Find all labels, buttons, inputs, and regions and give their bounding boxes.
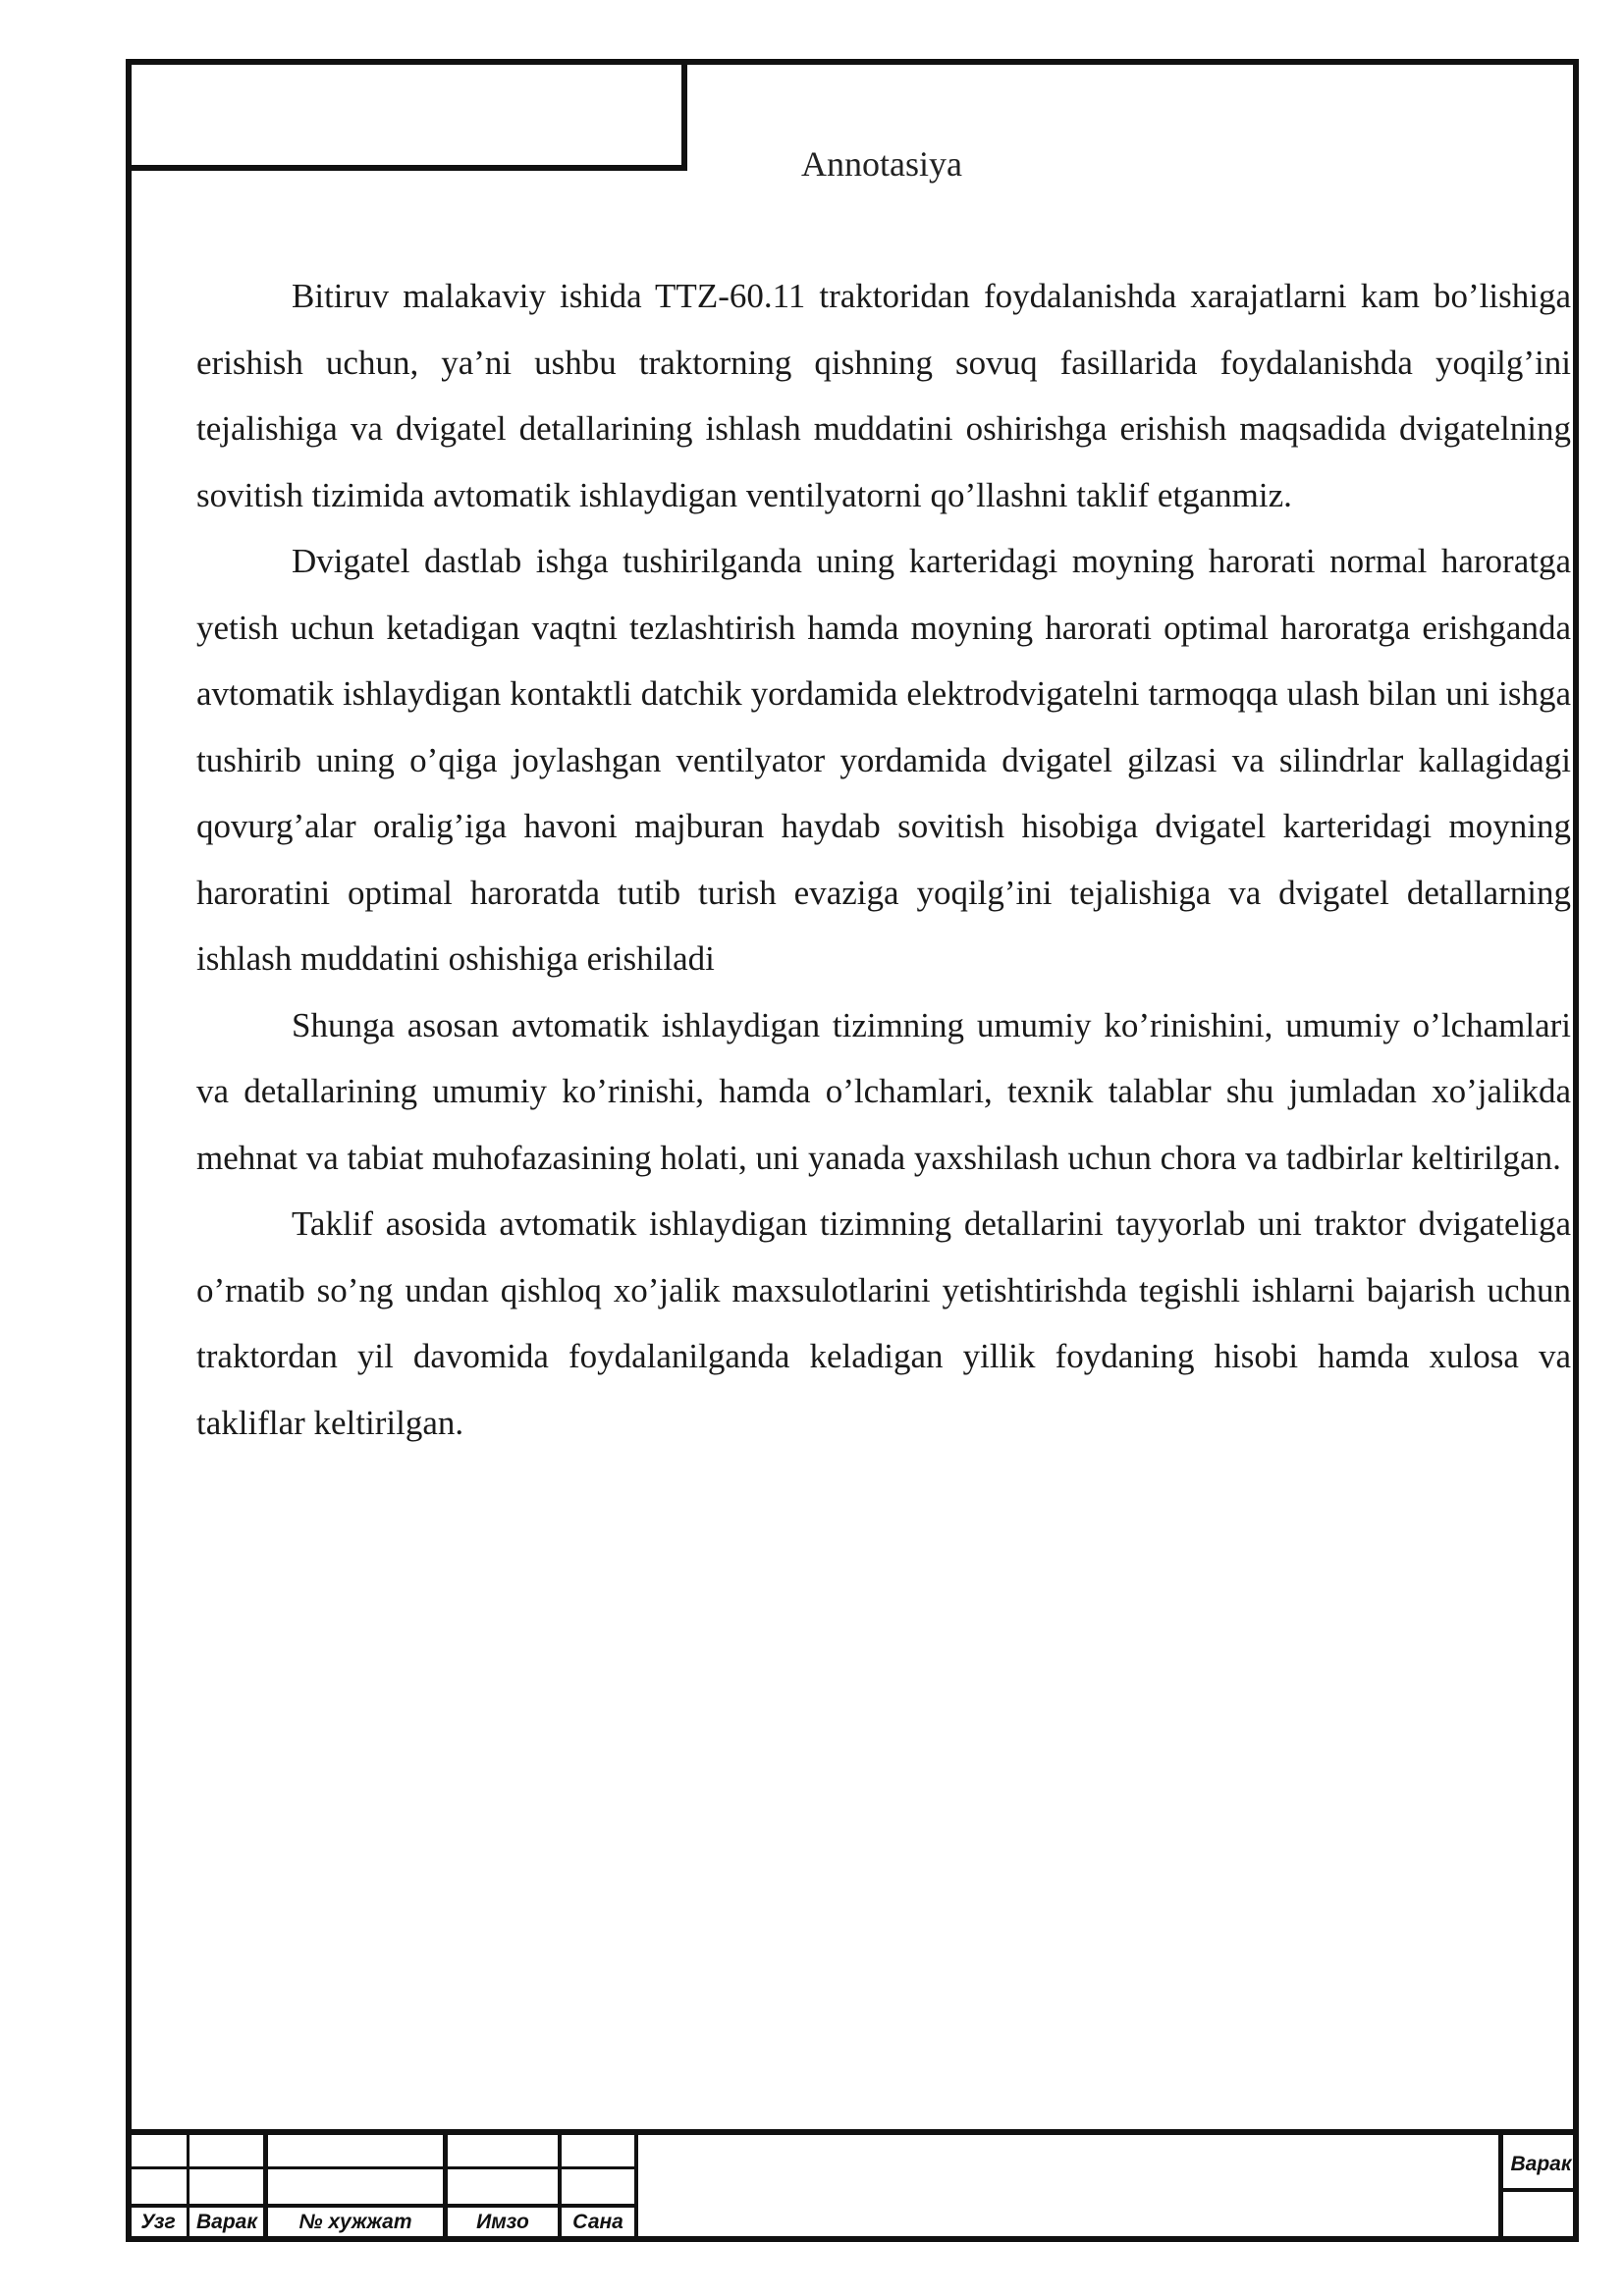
paragraph-1: Bitiruv malakaviy ishida TTZ-60.11 traktoridan foydalanishda xarajatlarni kam bo’lishiga erishish uchun, ya’ni ushbu traktorning qishning sovuq fasillarida foydalanishda yoqilg’ini tejalishiga va dvigatel detallarining ishlash muddatini oshirishga erishish maqsadida dvigatelning sovitish tizimida avtomatik ishlaydigan ventilyatorni qo’llashni taklif etganmiz. (196, 277, 1571, 514)
paragraph-4: Taklif asosida avtomatik ishlaydigan tizimning detallarini tayyorlab uni traktor dvigateliga o’rnatib so’ng undan qishloq xo’jalik maxsulotlarini yetishtirishda tegishli ishlarni bajarish uchun traktordan yil davomida foydalanilganda keladigan yillik foydaning hisobi hamda xulosa va takliflar keltirilgan. (196, 1204, 1571, 1442)
stamp-label-signature: Имзо (476, 2211, 529, 2233)
title-block-top-line (126, 2129, 1579, 2135)
title-block (126, 2129, 1579, 2242)
title-block-col-line-5 (634, 2129, 638, 2242)
annotation-body (196, 263, 1571, 1456)
page-title: Annotasiya (801, 144, 962, 184)
stamp-label-doc-number: № хужжат (298, 2211, 412, 2233)
title-block-col-line-2 (263, 2129, 268, 2242)
paragraph-2: Dvigatel dastlab ishga tushirilganda uning karteridagi moyning harorati normal haroratga yetish uchun ketadigan vaqtni tezlashtirish hamda moyning harorati optimal haroratga erishganda avtomatik ishlaydigan kontaktli datchik yordamida elektrodvigatelni tarmoqqa ulash bilan uni ishga tushirib uning o’qiga joylashgan ventilyator yordamida dvigatel gilzasi va silindrlar kallagidagi qovurg’alar oralig’iga havoni majburan haydab sovitish hisobiga dvigatel karteridagi moyning haroratini optimal haroratda tutib turish evaziga yoqilg’ini tejalishiga va dvigatel detallarning ishlash muddatini oshishiga erishiladi (196, 542, 1571, 978)
stamp-label-sheet: Варак (1510, 2153, 1572, 2175)
stamp-label-izm: Узг (140, 2211, 176, 2233)
paragraph-3: Shunga asosan avtomatik ishlaydigan tizimning umumiy ko’rinishini, umumiy o’lchamlari va detallarining umumiy ko’rinishi, hamda o’lchamlari, texnik talablar shu jumladan xo’jalikda mehnat va tabiat muhofazasining holati, uni yanada yaxshilash uchun chora va tadbirlar keltirilgan. (196, 1005, 1571, 1177)
stamp-label-list: Варак (196, 2211, 257, 2233)
stamp-label-date: Сана (572, 2211, 623, 2233)
sheet-box-line (1500, 2188, 1579, 2192)
sheet-box-left-line (1498, 2129, 1503, 2242)
title-block-col-line-1 (187, 2129, 189, 2242)
